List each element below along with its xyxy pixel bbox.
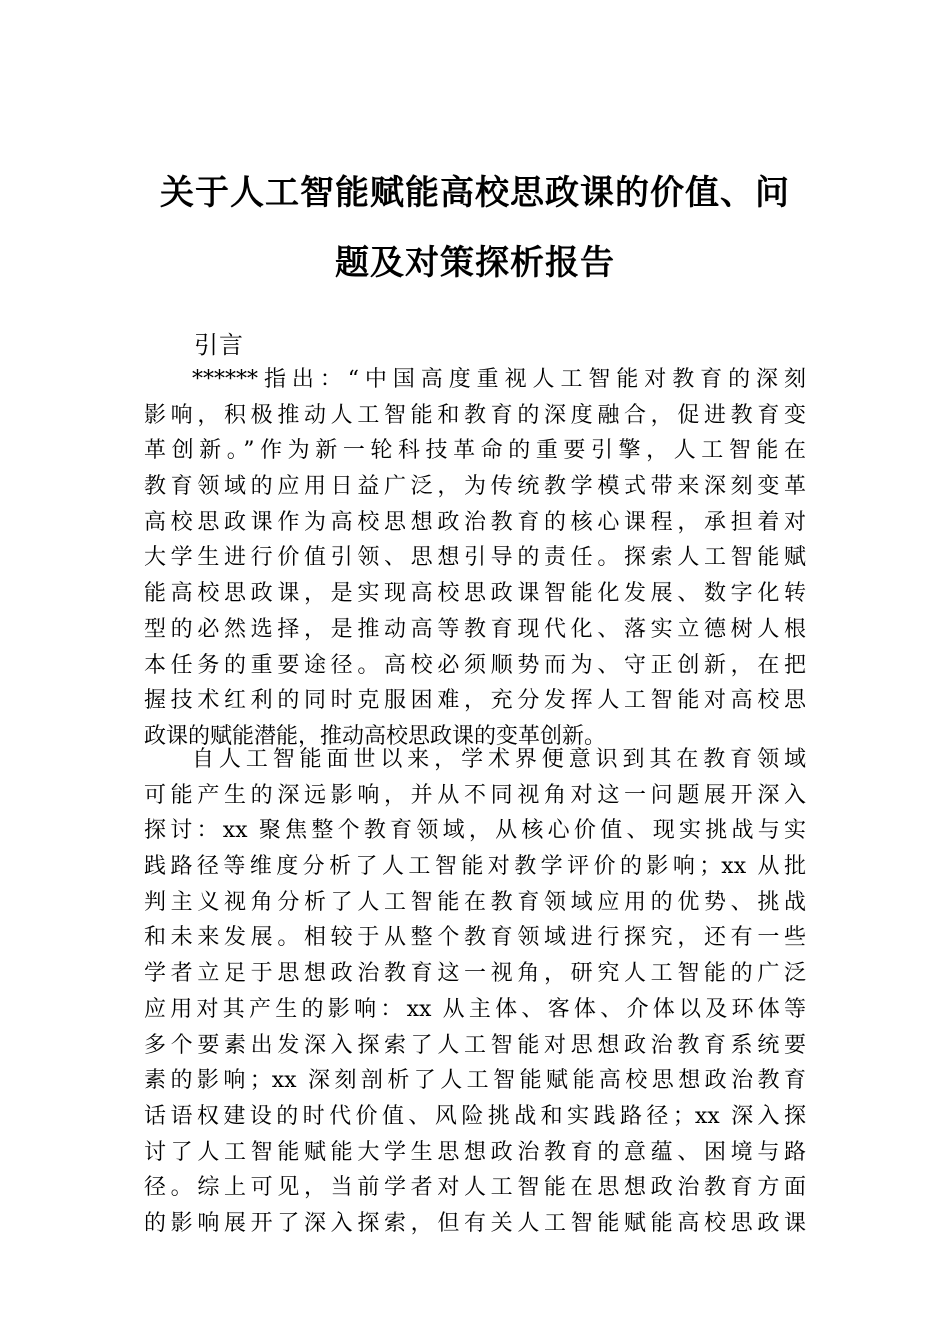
paragraph-line: 探讨：xx 聚焦整个教育领域，从核心价值、现实挑战与实 — [144, 818, 806, 844]
title-line-2: 题及对策探析报告 — [335, 243, 615, 283]
paragraph-line: 径。综上可见，当前学者对人工智能在思想政治教育方面 — [144, 1175, 806, 1201]
paragraph-line: 素的影响；xx 深刻剖析了人工智能赋能高校思想政治教育 — [144, 1068, 806, 1094]
paragraph-line: 多个要素出发深入探索了人工智能对思想政治教育系统要 — [144, 1032, 806, 1058]
paragraph-line: 可能产生的深远影响，并从不同视角对这一问题展开深入 — [144, 782, 806, 808]
paragraph-line: 的影响展开了深入探索，但有关人工智能赋能高校思政课 — [144, 1210, 806, 1236]
paragraph-line: 自人工智能面世以来，学术界便意识到其在教育领域 — [192, 747, 806, 772]
paragraph-line: 型的必然选择，是推动高等教育现代化、落实立德树人根 — [144, 616, 806, 642]
paragraph-line: 高校思政课作为高校思想政治教育的核心课程，承担着对 — [144, 509, 806, 535]
paragraph-line: 讨了人工智能赋能大学生思想政治教育的意蕴、困境与路 — [144, 1139, 806, 1165]
paragraph-line: 本任务的重要途径。高校必须顺势而为、守正创新，在把 — [144, 652, 806, 678]
paragraph-line: 政课的赋能潜能，推动高校思政课的变革创新。 — [144, 723, 607, 749]
paragraph-line: 能高校思政课，是实现高校思政课智能化发展、数字化转 — [144, 581, 806, 607]
paragraph-line: ******指出：“中国高度重视人工智能对教育的深刻 — [192, 367, 806, 392]
title-line-1: 关于人工智能赋能高校思政课的价值、问 — [160, 173, 790, 213]
paragraph-line: 影响，积极推动人工智能和教育的深度融合，促进教育变 — [144, 402, 806, 428]
paragraph-line: 革创新。”作为新一轮科技革命的重要引擎，人工智能在 — [144, 438, 806, 464]
paragraph-line: 学者立足于思想政治教育这一视角，研究人工智能的广泛 — [144, 961, 806, 987]
paragraph-line: 握技术红利的同时克服困难，充分发挥人工智能对高校思 — [144, 688, 806, 714]
paragraph-line: 话语权建设的时代价值、风险挑战和实践路径；xx 深入探 — [144, 1103, 806, 1129]
paragraph-line: 大学生进行价值引领、思想引导的责任。探索人工智能赋 — [144, 545, 806, 571]
paragraph-line: 教育领域的应用日益广泛，为传统教学模式带来深刻变革 — [144, 474, 806, 500]
section-heading-introduction: 引言 — [194, 331, 244, 359]
paragraph-line: 和未来发展。相较于从整个教育领域进行探究，还有一些 — [144, 925, 806, 951]
document-title — [145, 158, 805, 298]
paragraph-line: 判主义视角分析了人工智能在教育领域应用的优势、挑战 — [144, 889, 806, 915]
paragraph-1 — [144, 362, 806, 755]
paragraph-2 — [144, 742, 806, 1242]
paragraph-line: 践路径等维度分析了人工智能对教学评价的影响；xx 从批 — [144, 854, 806, 880]
paragraph-line: 应用对其产生的影响：xx 从主体、客体、介体以及环体等 — [144, 996, 806, 1022]
